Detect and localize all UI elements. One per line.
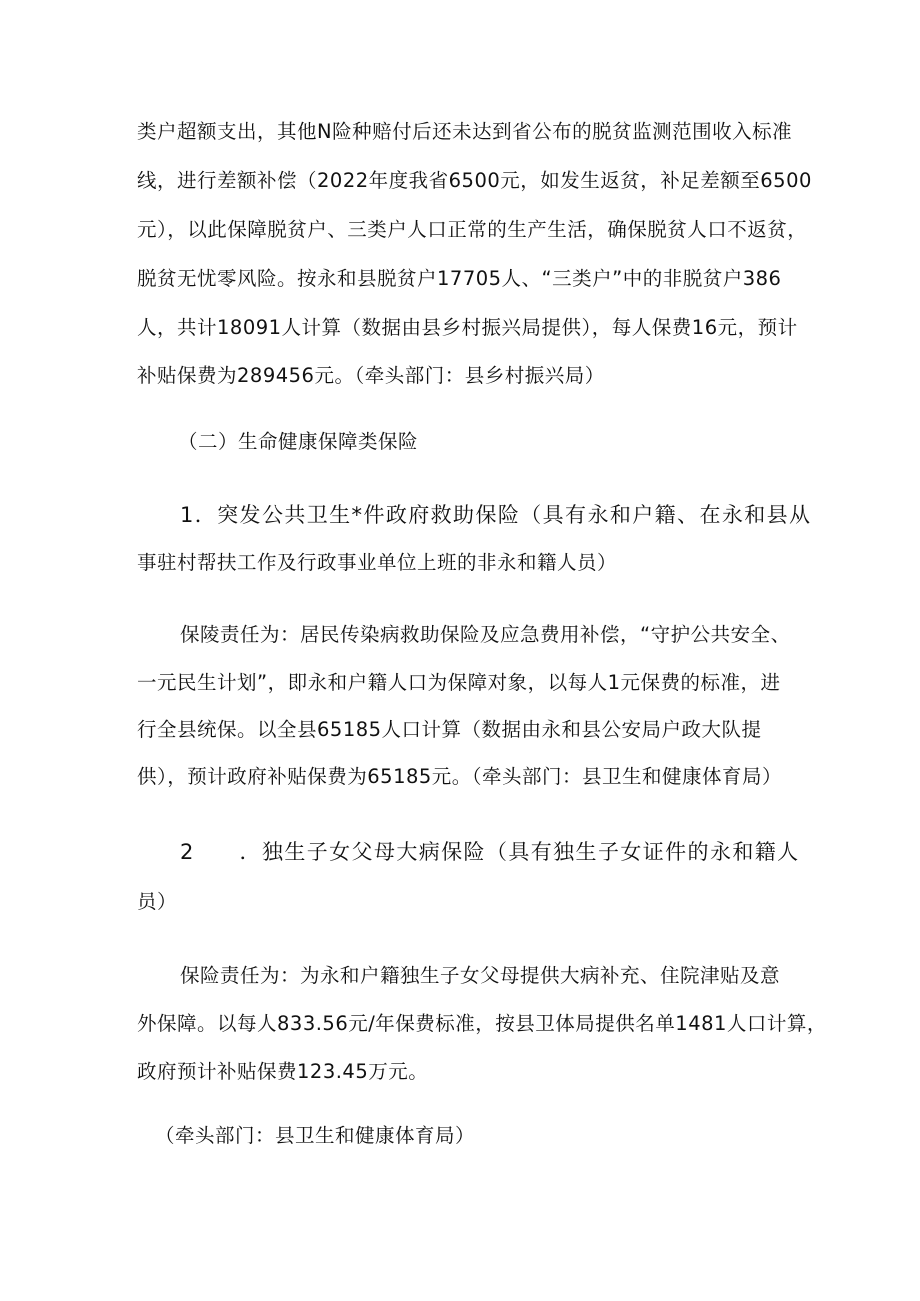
item-heading: 1．突发公共卫生*件政府救助保险（具有永和户籍、在永和县从	[180, 503, 812, 527]
body-text-line: 政府预计补贴保费123.45万元。	[137, 1060, 429, 1083]
body-text-line: 一元民生计划”，即永和户籍人口为保障对象，以每人1元保费的标准，进	[137, 671, 781, 694]
body-text-line: 补贴保费为289456元。（牵头部门：县乡村振兴局）	[137, 364, 605, 387]
body-text-line: 脱贫无忧零风险。按永和县脱贫户17705人、“三类户”中的非脱贫户386	[137, 267, 782, 290]
body-text-line: 保险责任为：为永和户籍独生子女父母提供大病补充、住院津贴及意	[180, 964, 781, 987]
section-heading: （二）生命健康保障类保险	[178, 430, 419, 453]
body-text-line: 保陵责任为：居民传染病救助保险及应急费用补偿，“守护公共安全、	[180, 623, 791, 646]
body-text-line: 外保障。以每人833.56元/年保费标准，按县卫体局提供名单1481人口计算，	[137, 1012, 827, 1035]
lead-department-note: （牵头部门：县卫生和健康体育局）	[155, 1124, 476, 1147]
item-heading-continuation: 事驻村帮扶工作及行政事业单位上班的非永和籍人员）	[137, 551, 618, 574]
body-text-line: 人，共计18091人计算（数据由县乡村振兴局提供），每人保费16元，预计	[137, 316, 798, 339]
body-text-line: 元），以此保障脱贫户、三类户人口正常的生产生活，确保脱贫人口不返贫，	[137, 218, 808, 241]
body-text-line: 类户超额支出，其他N险种赔付后还未达到省公布的脱贫监测范围收入标准	[137, 120, 793, 143]
body-text-line: 行全县统保。以全县65185人口计算（数据由永和县公安局户政大队提	[137, 718, 762, 741]
body-text-line: 供），预计政府补贴保费为65185元。（牵头部门：县卫生和健康体育局）	[137, 765, 783, 788]
item-heading: 2 ．独生子女父母大病保险（具有独生子女证件的永和籍人	[180, 840, 800, 864]
item-heading-continuation: 员）	[137, 890, 178, 913]
body-text-line: 线，进行差额补偿（2022年度我省6500元，如发生返贫，补足差额至6500	[137, 169, 812, 192]
